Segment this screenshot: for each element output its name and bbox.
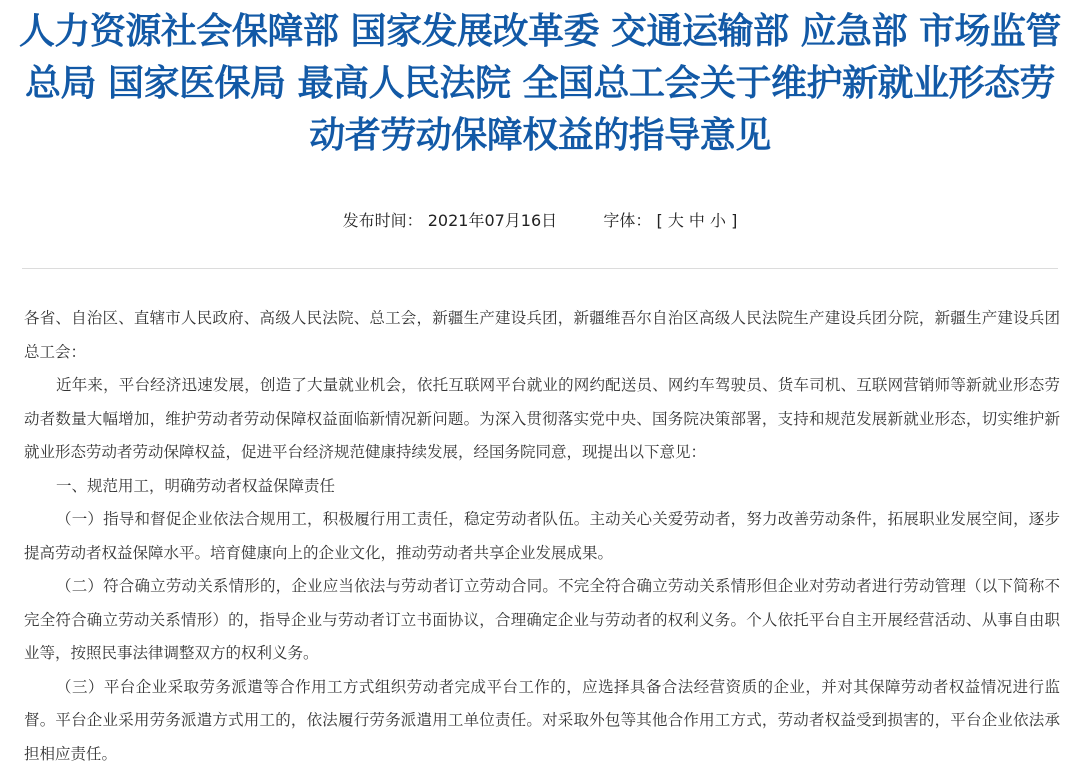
clause-paragraph: （二）符合确立劳动关系情形的，企业应当依法与劳动者订立劳动合同。不完全符合确立劳动关系情形但企业对劳动者进行劳动管理（以下简称不完全符合确立劳动关系情形）的，指导企业与劳动者订立书面协议，合理确定企业与劳动者的权利义务。个人依托平台自主开展经营活动、从事自由职业等，按照民事法律调整双方的权利义务。 (24, 570, 1060, 671)
intro-paragraph: 近年来，平台经济迅速发展，创造了大量就业机会，依托互联网平台就业的网约配送员、网约车驾驶员、货车司机、互联网营销师等新就业形态劳动者数量大幅增加，维护劳动者劳动保障权益面临新情况新问题。为深入贯彻落实党中央、国务院决策部署，支持和规范发展新就业形态，切实维护新就业形态劳动者劳动保障权益，促进平台经济规范健康持续发展，经国务院同意，现提出以下意见： (24, 369, 1060, 470)
font-size-close-bracket: ] (731, 211, 737, 230)
font-size-open-bracket: [ (656, 211, 662, 230)
font-size-label: 字体： (603, 211, 651, 230)
article-body (24, 302, 1060, 771)
publish-time-label: 发布时间： (343, 211, 423, 230)
font-size-large-link[interactable]: 大 (668, 211, 684, 230)
clause-paragraph: （三）平台企业采取劳务派遣等合作用工方式组织劳动者完成平台工作的，应选择具备合法经营资质的企业，并对其保障劳动者权益情况进行监督。平台企业采用劳务派遣方式用工的，依法履行劳务派遣用工单位责任。对采取外包等其他合作用工方式，劳动者权益受到损害的，平台企业依法承担相应责任。 (24, 671, 1060, 771)
header-divider (22, 268, 1058, 269)
section-heading: 一、规范用工，明确劳动者权益保障责任 (24, 470, 1060, 504)
article-meta (0, 209, 1080, 233)
clause-paragraph: （一）指导和督促企业依法合规用工，积极履行用工责任，稳定劳动者队伍。主动关心关爱劳动者，努力改善劳动条件，拓展职业发展空间，逐步提高劳动者权益保障水平。培育健康向上的企业文化，推动劳动者共享企业发展成果。 (24, 503, 1060, 570)
salutation-paragraph: 各省、自治区、直辖市人民政府、高级人民法院、总工会，新疆生产建设兵团，新疆维吾尔自治区高级人民法院生产建设兵团分院，新疆生产建设兵团总工会： (24, 302, 1060, 369)
publish-date: 2021年07月16日 (428, 211, 557, 230)
article-title: 人力资源社会保障部 国家发展改革委 交通运输部 应急部 市场监管总局 国家医保局 最高人民法院 全国总工会关于维护新就业形态劳动者劳动保障权益的指导意见 (14, 6, 1066, 162)
font-size-medium-link[interactable]: 中 (689, 211, 705, 230)
font-size-small-link[interactable]: 小 (710, 211, 726, 230)
